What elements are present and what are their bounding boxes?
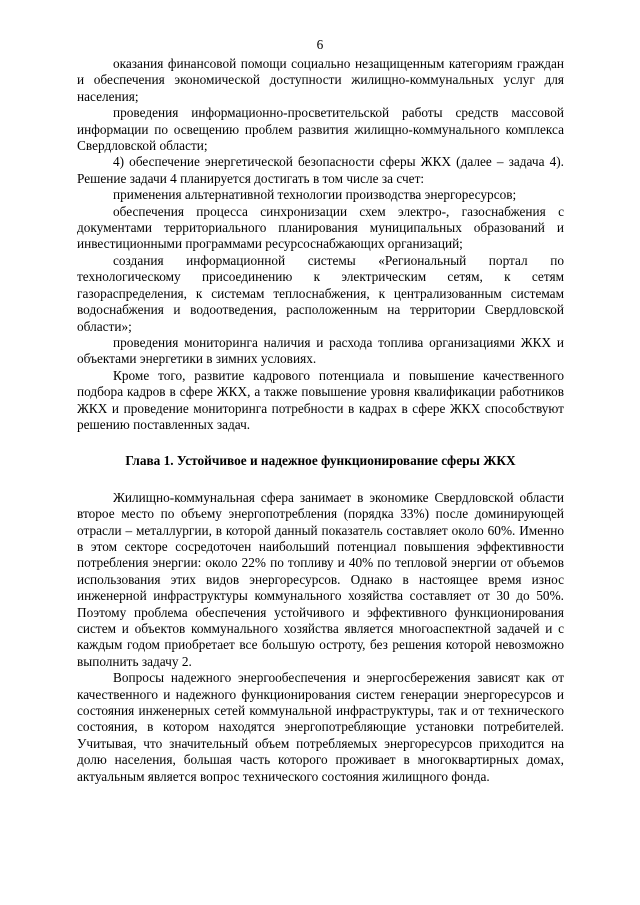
paragraph: Вопросы надежного энергообеспечения и энергосбережения зависят как от качественного и надежного функционирования систем генерации энергоресурсов и состояния инженерных сетей коммунальной инфраструктуры, так и от технического состояния, в котором находятся энергопотребляющие установки потребителей. Учитывая, что значительный объем потребляемых энергоресурсов приходится на долю населения, большая часть которого проживает в многоквартирных домах, актуальным является вопрос технического состояния жилищного фонда. [77,670,564,784]
paragraph: создания информационной системы «Региональный портал по технологическому присоединению к электрическим сетям, к сетям газораспределения, к системам теплоснабжения, к централизованным системам водоснабжения и водоотведения, расположенным на территории Свердловской области»; [77,252,564,334]
paragraph: Кроме того, развитие кадрового потенциала и повышение качественного подбора кадров в сфере ЖКХ, а также повышение уровня квалификации работников ЖКХ и проведение мониторинга потребности в кадрах в сфере ЖКХ способствуют решению поставленных задач. [77,367,564,432]
paragraph: проведения информационно-просветительской работы средств массовой информации по освещению проблем развития жилищно-коммунального комплекса Свердловской области; [77,105,564,154]
paragraph: применения альтернативной технологии производства энергоресурсов; [113,187,517,203]
paragraph: Жилищно-коммунальная сфера занимает в экономике Свердловской области второе место по объему энергопотребления (порядка 33%) после доминирующей отрасли – металлургии, в которой данный показатель составляет около 60%. Именно в этом секторе сосредоточен наибольший потенциал повышения эффективности потребления энергии: около 22% по топливу и 40% по тепловой энергии от объемов использования этих видов энергоресурсов. Однако в настоящее время износ инженерной инфраструктуры коммунального хозяйства составляет от 30 до 50%. Поэтому проблема обеспечения устойчивого и эффективного функционирования систем и объектов коммунального хозяйства является многоаспектной задачей и с каждым годом приобретает все большую остроту, без решения которой невозможно выполнить задачу 2. [77,489,564,669]
page-number: 6 [316,37,324,52]
chapter-heading: Глава 1. Устойчивое и надежное функционирование сферы ЖКХ [125,453,516,469]
paragraph: проведения мониторинга наличия и расхода топлива организациями ЖКХ и объектами энергетики в зимних условиях. [77,334,564,367]
paragraph: оказания финансовой помощи социально незащищенным категориям граждан и обеспечения экономической доступности жилищно-коммунальных услуг для населения; [77,56,564,104]
document-body [77,56,564,785]
paragraph: 4) обеспечение энергетической безопасности сферы ЖКХ (далее – задача 4). Решение задачи 4 планируется достигать в том числе за счет: [77,154,564,186]
paragraph: обеспечения процесса синхронизации схем электро-, газоснабжения с документами территориального планирования муниципальных образований и инвестиционными программами ресурсоснабжающих организаций; [77,203,564,252]
